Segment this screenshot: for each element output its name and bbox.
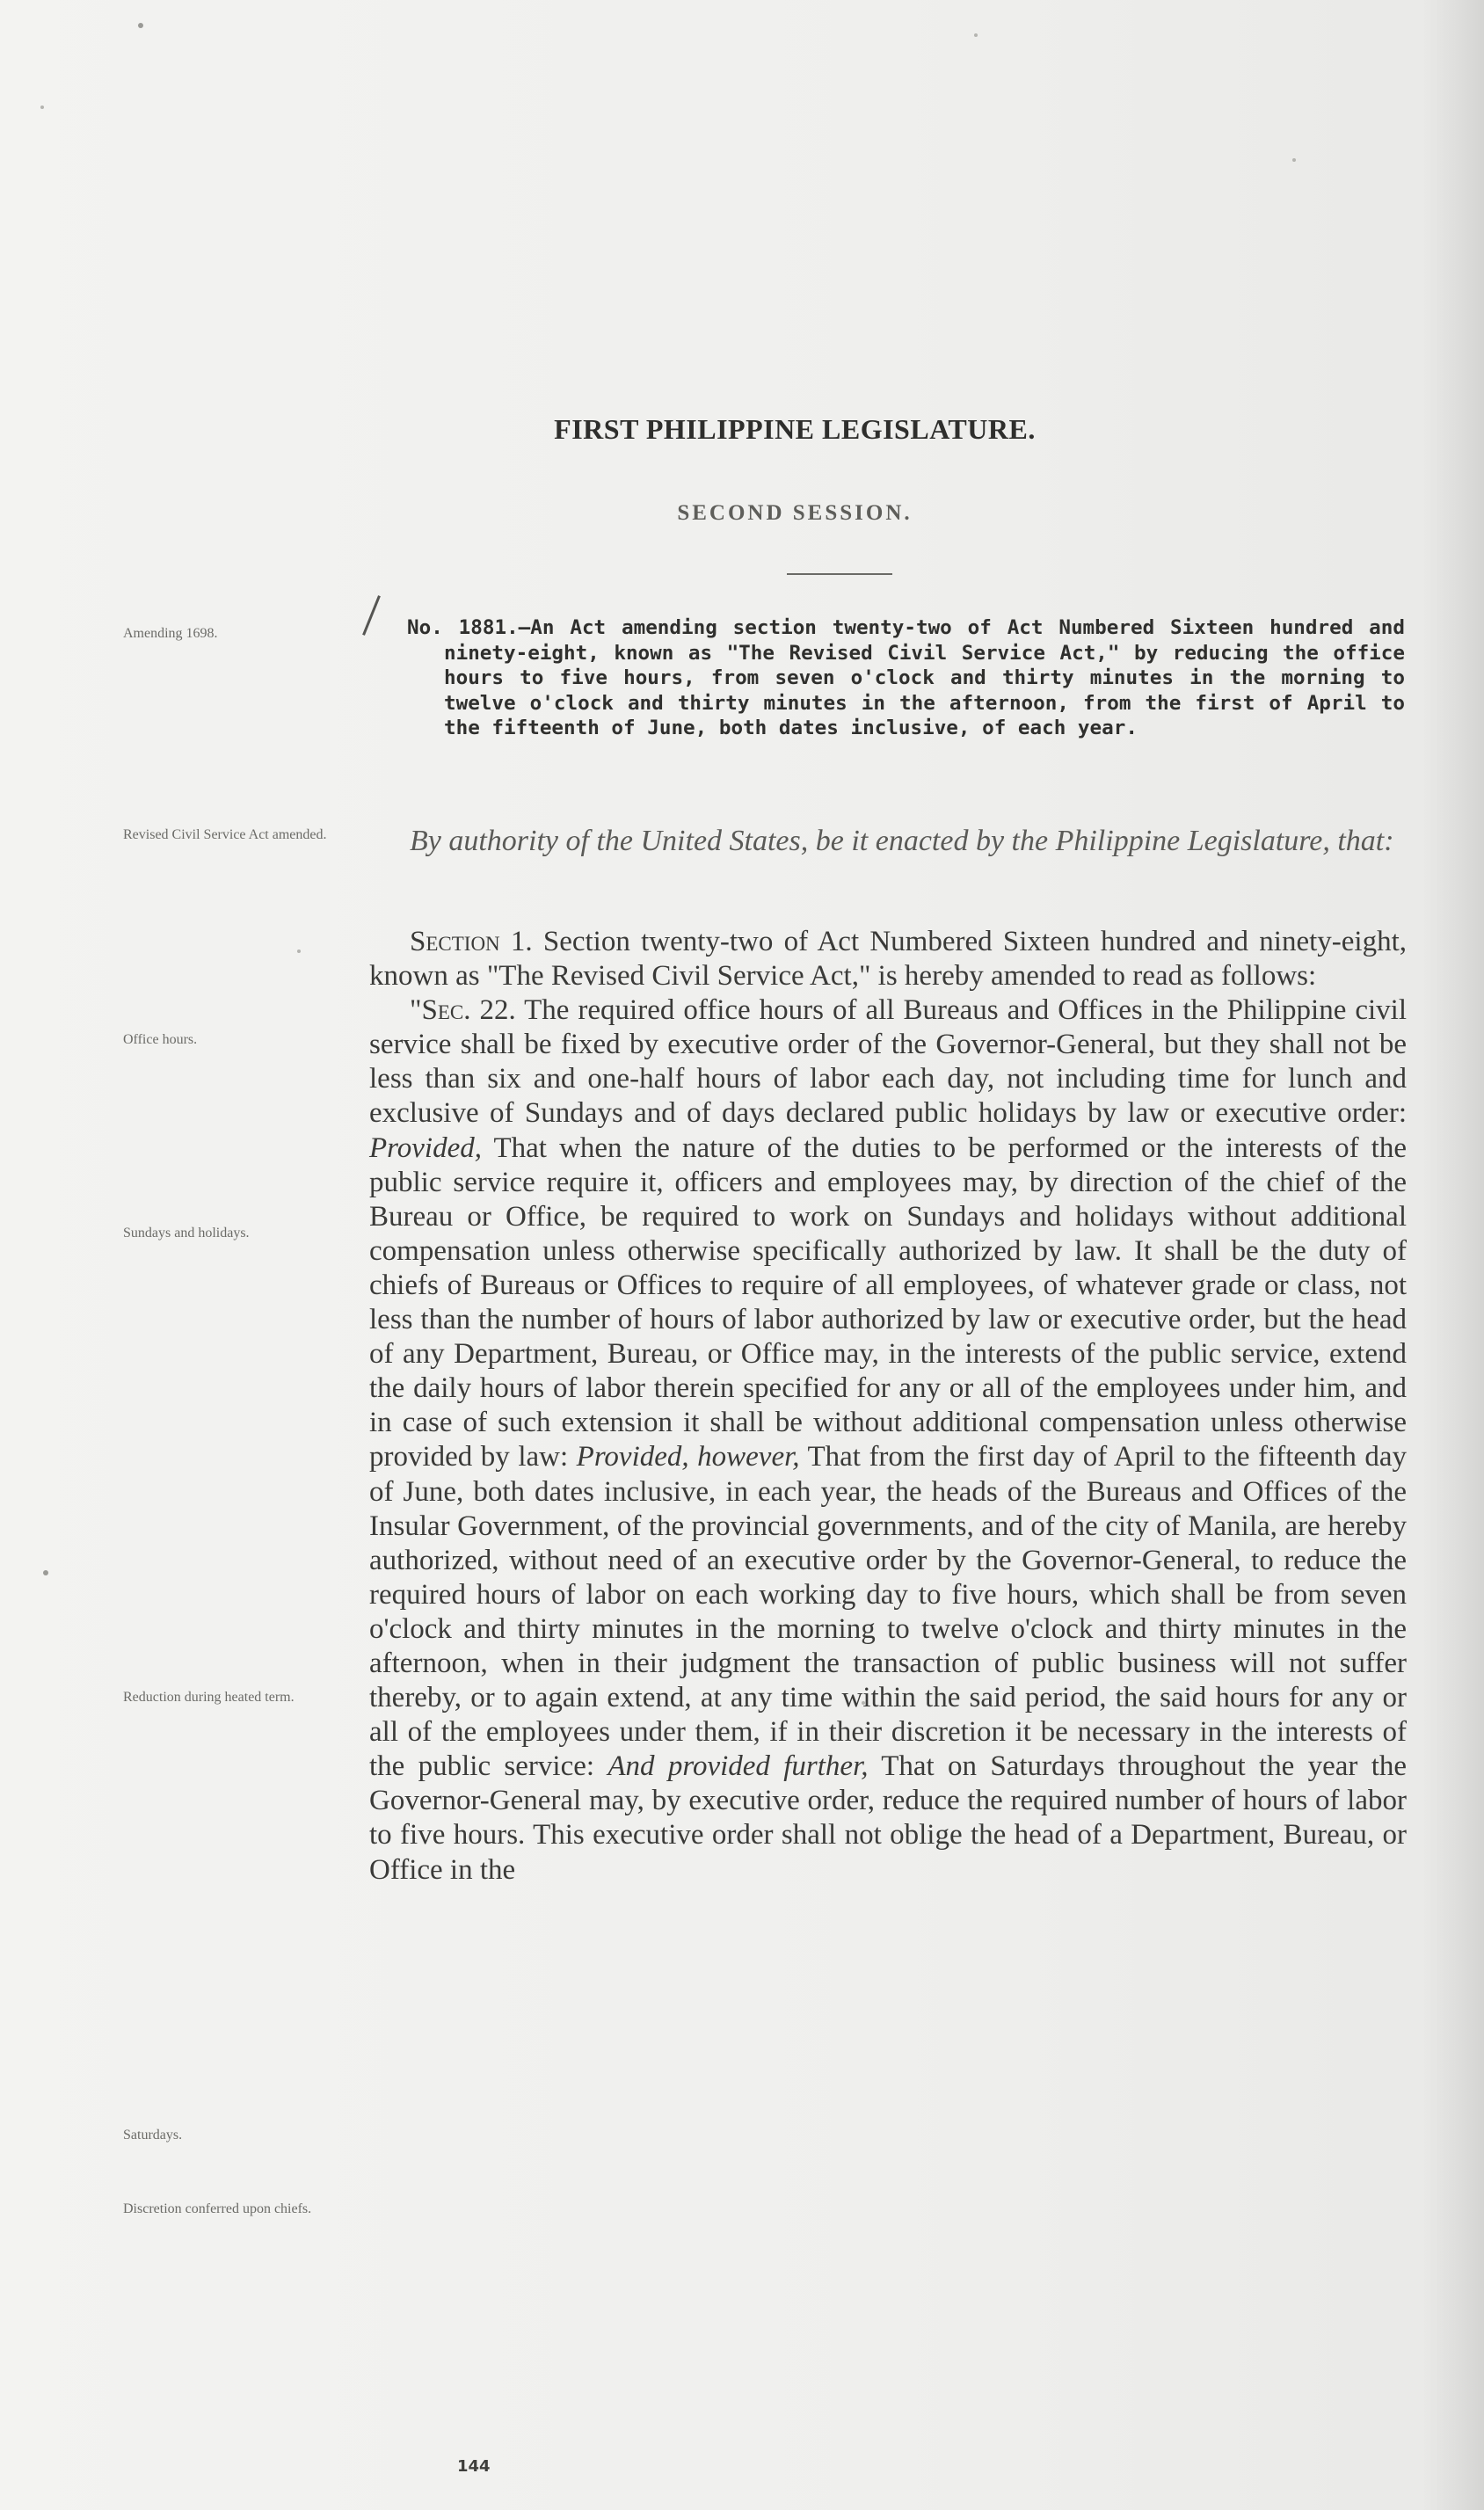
sec-label: Sec. [421,994,471,1027]
section-1-paragraph [369,925,1407,993]
section-label: Section [410,926,500,957]
section-22-text-d: That on Saturdays throughout the year the Governor-General may, by executive order, reduce the required number of hours of labor to five hours. This executive order shall not oblige the head of a Department, Bureau, or Office in the [369,1750,1408,1886]
margin-note-sundays: Sundays and holidays. [123,1226,250,1240]
section-22-text-c: That from the first day of April to the fifteenth day of June, both dates inclusive, in each year, the heads of the Bureaus and Offices of the Insular Government, of the provincial governments, and of the city of Manila, are hereby authorized, without need of an executive order by the Governor-General, to reduce the required hours of labor on each working day to five hours, which shall be from seven o'clock and thirty minutes in the morning to twelve o'clock and thirty minutes in the afternoon, when in their judgment the transaction of public business will not suffer thereby, or to again extend, at any time within the said period, the said hours for any or all of the employees under them, if in their discretion it be necessary in the interests of the public service: [369,1441,1408,1783]
act-body [369,925,1407,1888]
margin-note-office-hours: Office hours. [123,1032,198,1047]
page-edge-shadow [1422,0,1484,2510]
paper-speck [1292,158,1296,162]
margin-note-saturdays: Saturdays. [123,2128,183,2143]
proviso-3: And provided further, [607,1750,869,1783]
opening-quote: " [410,994,422,1027]
section-divider [787,573,892,575]
act-title: No. 1881.—An Act amending section twenty-two of Act Numbered Sixteen hundred and ninety-eight, known as "The Revised Civil Service Act," by reducing the office hours to five hours, from seven o'clock and thirty minutes in the morning to twelve o'clock and thirty minutes in the afternoon, from the first of April to the fifteenth of June, both dates inclusive, of each year. [407,616,1405,740]
paper-speck [43,1570,48,1575]
section-22-text-b: That when the nature of the duties to be performed or the interests of the public service require it, officers and employees may, by direction of the chief of the Bureau or Office, be required to work on Sundays and holidays without additional compensation unless otherwise specifically authorized by law. It shall be the duty of chiefs of Bureaus or Offices to require of all employees, of whatever grade or class, not less than the number of hours of labor authorized by law or executive order, but the head of any Department, Bureau, or Office may, in the interests of the public service, extend the daily hours of labor therein specified for any or all of the employees under him, and in case of such extension it shall be without additional compensation unless otherwise provided by law: [369,1131,1407,1473]
paper-speck [297,949,301,953]
page-number: 144 [457,2457,491,2476]
margin-note-discretion: Discretion conferred upon chiefs. [123,2201,312,2216]
proviso-2: Provided, however, [576,1441,800,1473]
paper-speck [138,23,143,28]
section-22-paragraph [369,993,1407,1887]
paper-speck [974,33,978,37]
legislature-heading: FIRST PHILIPPINE LEGISLATURE. [554,413,1036,445]
margin-note-reduction: Reduction during heated term. [123,1690,295,1705]
enacting-clause: By authority of the United States, be it enacted by the Philippine Legislature, that: [410,825,1394,857]
margin-note-amending: Amending 1698. [123,626,218,641]
margin-note-revised-act: Revised Civil Service Act amended. [123,827,327,842]
section-22-text-a: 22. The required office hours of all Bureaus and Offices in the Philippine civil service shall be fixed by executive order of the Governor-General, but they shall not be less than six and one-half hours of labor each day, not including time for lunch and exclusive of Sundays and of days declared public holidays by law or executive order: [369,994,1407,1130]
proviso-1: Provided, [369,1131,482,1164]
section-1-text: 1. Section twenty-two of Act Numbered Sixteen hundred and ninety-eight, known as "The Revised Civil Service Act," is hereby amended to read as follows: [369,926,1407,993]
paper-speck [40,105,44,109]
session-heading: SECOND SESSION. [677,501,913,525]
